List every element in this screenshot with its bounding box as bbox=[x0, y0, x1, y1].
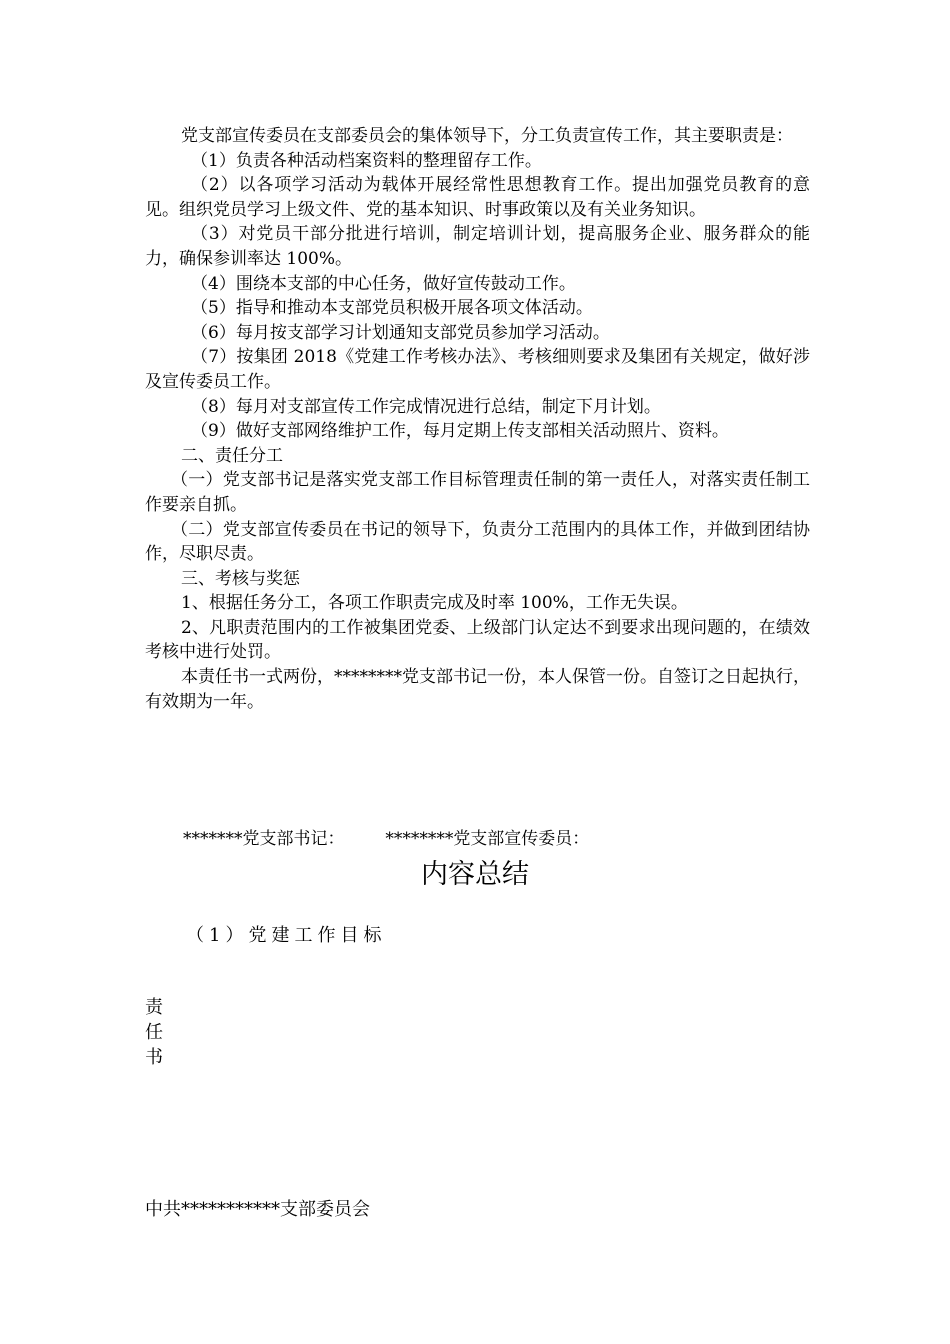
publicity-signature-label: ********党支部宣传委员： bbox=[385, 829, 590, 849]
vertical-char: 责 bbox=[145, 997, 163, 1018]
paragraph-duty-5: （5）指导和推动本支部党员积极开展各项文体活动。 bbox=[191, 298, 593, 319]
goal-line: （1）党建工作目标 bbox=[186, 925, 387, 946]
paragraph-responsibility-2: （二）党支部宣传委员在书记的领导下，负责分工范围内的具体工作，并做到团结协作，尽职尽责。 bbox=[145, 519, 810, 565]
section-heading-responsibility: 二、责任分工 bbox=[181, 445, 283, 466]
signature-line bbox=[183, 824, 589, 849]
paragraph-closing: 本责任书一式两份，********党支部书记一份，本人保管一份。自签订之日起执行，有效期为一年。 bbox=[145, 667, 810, 712]
organization-name: 中共***********支部委员会 bbox=[145, 1199, 370, 1220]
section-heading-assessment: 三、考核与奖惩 bbox=[181, 568, 300, 589]
secretary-signature-label: *******党支部书记： bbox=[183, 829, 345, 849]
document-body bbox=[145, 124, 810, 714]
paragraph-duty-3: （3）对党员干部分批进行培训，制定培训计划，提高服务企业、服务群众的能力，确保参训率达 100%。 bbox=[145, 224, 810, 269]
paragraph-duty-2: （2）以各项学习活动为载体开展经常性思想教育工作。提出加强党员教育的意见。组织党员学习上级文件、党的基本知识、时事政策以及有关业务知识。 bbox=[145, 175, 810, 220]
paragraph-assessment-1: 1、根据任务分工，各项工作职责完成及时率 100%，工作无失误。 bbox=[181, 593, 688, 614]
paragraph-intro: 党支部宣传委员在支部委员会的集体领导下，分工负责宣传工作，其主要职责是： bbox=[181, 126, 793, 146]
paragraph-responsibility-1: （一）党支部书记是落实党支部工作目标管理责任制的第一责任人，对落实责任制工作要亲自抓。 bbox=[145, 470, 810, 515]
paragraph-duty-1: （1）负责各种活动档案资料的整理留存工作。 bbox=[191, 150, 542, 171]
paragraph-duty-6: （6）每月按支部学习计划通知支部党员参加学习活动。 bbox=[191, 322, 610, 343]
vertical-title bbox=[145, 995, 167, 1070]
summary-title: 内容总结 bbox=[421, 859, 529, 890]
paragraph-duty-4: （4）围绕本支部的中心任务，做好宣传鼓动工作。 bbox=[191, 273, 576, 294]
vertical-char: 任 bbox=[145, 1022, 163, 1043]
paragraph-duty-8: （8）每月对支部宣传工作完成情况进行总结，制定下月计划。 bbox=[191, 396, 661, 417]
vertical-char: 书 bbox=[145, 1047, 163, 1068]
paragraph-assessment-2: 2、凡职责范围内的工作被集团党委、上级部门认定达不到要求出现问题的，在绩效考核中进行处罚。 bbox=[145, 617, 810, 663]
paragraph-duty-9: （9）做好支部网络维护工作，每月定期上传支部相关活动照片、资料。 bbox=[191, 421, 729, 442]
paragraph-duty-7: （7）按集团 2018《党建工作考核办法》、考核细则要求及集团有关规定，做好涉及宣传委员工作。 bbox=[145, 347, 810, 392]
